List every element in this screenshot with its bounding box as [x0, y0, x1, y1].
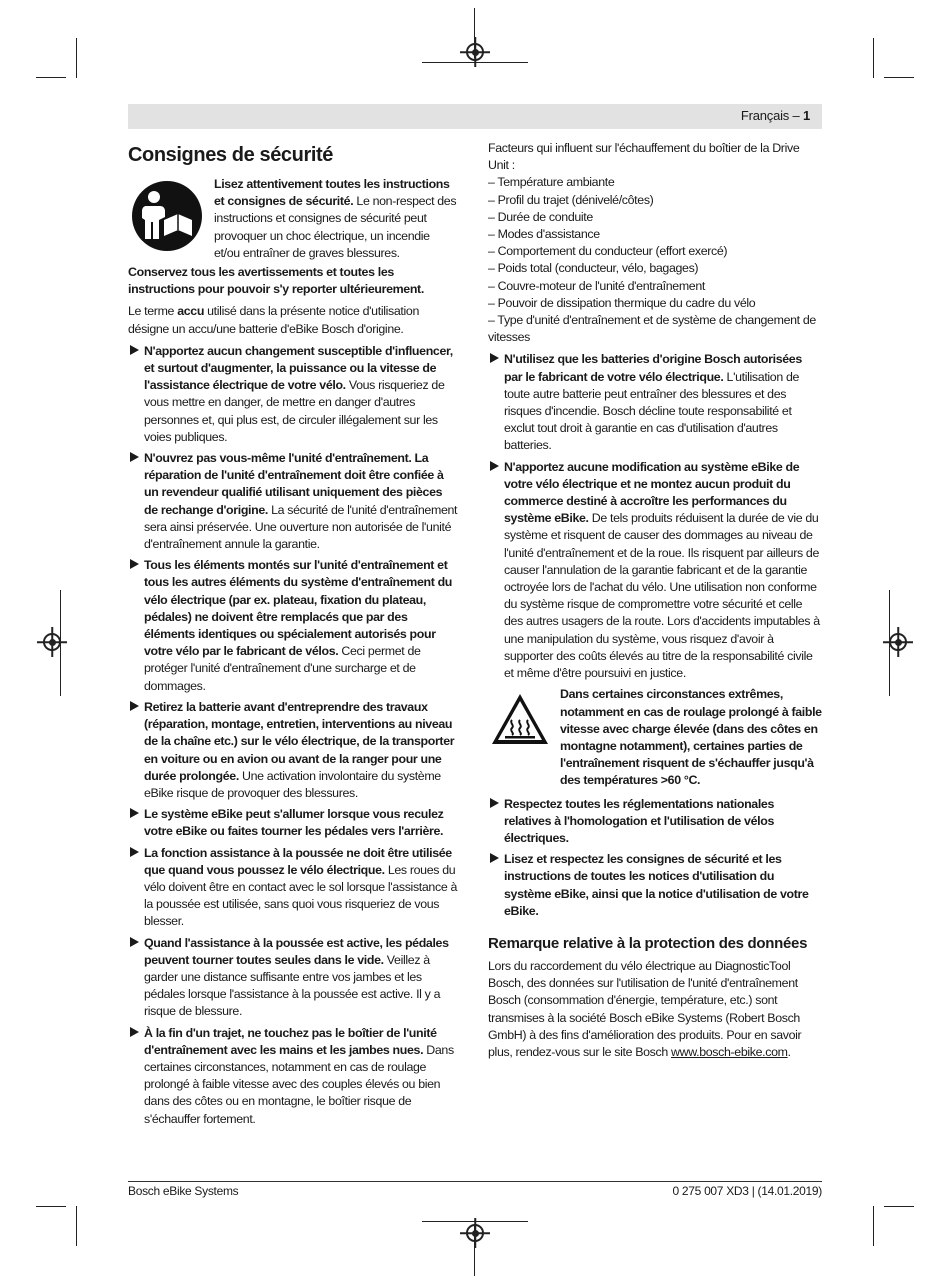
read-manual-warning [128, 176, 458, 262]
list-item: N'ouvrez pas vous-même l'unité d'entraînement. La réparation de l'unité d'entraînement doit être confiée à un revendeur qualifié utilisant uniquement des pièces de rechange d'origine. La sécurité de l'unité d'entraînement sera ainsi préservée. Une ouverture non autorisée de l'unité d'entraînement annule la garantie. [128, 450, 458, 553]
crop-mark [884, 77, 914, 78]
list-item: Respectez toutes les réglementations nationales relatives à l'homologation et l'utilisation de vélos électriques. [488, 796, 822, 848]
registration-mark-icon [466, 43, 484, 61]
list-item: – Poids total (conducteur, vélo, bagages) [488, 261, 699, 276]
registration-mark-icon [466, 1224, 484, 1242]
bullet-triangle-icon [130, 345, 139, 355]
list-item: – Couvre-moteur de l'unité d'entraînement [488, 278, 705, 293]
bullet-triangle-icon [490, 353, 499, 363]
list-item: – Pouvoir de dissipation thermique du cadre du vélo [488, 295, 756, 310]
page-header [128, 104, 822, 129]
right-column [488, 140, 822, 1066]
registration-mark-icon [43, 633, 61, 651]
bullet-triangle-icon [490, 461, 499, 471]
safety-list-left [128, 343, 458, 1128]
privacy-paragraph: Lors du raccordement du vélo électrique au DiagnosticTool Bosch, des données sur l'utilisation de l'unité d'entraînement Bosch (consommation d'énergie, température, etc.) sont transmises à la société Bosch eBike Systems (Robert Bosch GmbH) à des fins d'amélioration des produits. Pour en savoir plus, rendez-vous sur le site Bosch www.bosch-ebike.com. [488, 958, 802, 1059]
section-title: Consignes de sécurité [128, 144, 333, 166]
list-item: N'apportez aucune modification au système eBike de votre vélo électrique et ne montez aucun produit du commerce destiné à accroître les performances du système eBike. De tels produits réduisent la durée de vie du système et risquent de causer des dommages au niveau de l'unité d'entraînement et de la roue. Ils risquent par ailleurs de causer l'annulation de la garantie fabricant et de la garantie octroyée lors de l'achat du vélo. Une utilisation non conforme du système risque de compromettre votre sécurité et celle des autres usagers de la route. Lors d'accidents imputables à une manipulation du système, vous risquez d'avoir à supporter des coûts élevés au titre de la responsabilité civile et même d'être poursuivi en justice. [488, 459, 822, 683]
safety-list-right-b [488, 796, 822, 920]
left-column [128, 142, 458, 1132]
list-item: Retirez la batterie avant d'entreprendre des travaux (réparation, montage, entretien, interventions au niveau de la chaîne etc.) sur le vélo électrique, de la transporter en voiture ou en avion ou avant de la ranger pour une durée prolongée. Une activation involontaire du système eBike risque de provoquer des blessures. [128, 699, 458, 802]
list-item: – Température ambiante [488, 175, 615, 190]
list-item: La fonction assistance à la poussée ne doit être utilisée que quand vous poussez le vélo électrique. Les roues du vélo doivent être en contact avec le sol lorsque l'assistance à la poussée est utilisée, sans quoi vous risqueriez de vous blesser. [128, 845, 458, 931]
bullet-triangle-icon [130, 701, 139, 711]
crop-mark [873, 38, 874, 78]
heat-factors-intro: Facteurs qui influent sur l'échauffement du boîtier de la Drive Unit : [488, 141, 800, 173]
bullet-triangle-icon [130, 808, 139, 818]
list-item: – Durée de conduite [488, 209, 593, 224]
header-language: Français [740, 108, 790, 123]
bullet-triangle-icon [130, 452, 139, 462]
accu-definition: Le terme accu utilisé dans la présente notice d'utilisation désigne un accu/une batterie d'eBike Bosch d'origine. [128, 304, 419, 336]
footer-company: Bosch eBike Systems [128, 1184, 239, 1198]
bullet-triangle-icon [490, 853, 499, 863]
crop-mark [873, 1206, 874, 1246]
header-text [741, 108, 810, 123]
bullet-triangle-icon [130, 559, 139, 569]
heat-factors-list [488, 174, 822, 346]
list-item: – Profil du trajet (dénivelé/côtes) [488, 192, 654, 207]
bullet-triangle-icon [490, 798, 499, 808]
list-item: – Type d'unité d'entraînement et de système de changement de vitesses [488, 313, 816, 345]
footer-divider [128, 1181, 822, 1182]
list-item: – Modes d'assistance [488, 227, 600, 242]
list-item: Tous les éléments montés sur l'unité d'entraînement et tous les autres éléments du système d'entraînement du vélo électrique (par ex. plateau, fixation du plateau, pédales) ne doivent être remplacés que par des éléments identiques ou spécialement autorisés pour votre vélo par le fabricant de vélos. Ceci permet de protéger l'unité d'entraînement d'une surcharge et de dommages. [128, 557, 458, 695]
list-item: N'apportez aucun changement susceptible d'influencer, et surtout d'augmenter, la puissance ou la vitesse de l'assistance électrique de votre vélo. Vous risqueriez de vous mettre en danger, de mettre en danger d'autres personnes et, qui plus est, de circuler illégalement sur les voies publiques. [128, 343, 458, 446]
safety-list-right-a [488, 351, 822, 682]
crop-mark [36, 77, 66, 78]
header-separator: – [792, 108, 800, 123]
bullet-triangle-icon [130, 847, 139, 857]
crop-mark [76, 38, 77, 78]
footer-doc-ref: 0 275 007 XD3 | (14.01.2019) [672, 1184, 822, 1198]
registration-mark-icon [889, 633, 907, 651]
page-number: 1 [802, 108, 810, 123]
list-item: Le système eBike peut s'allumer lorsque vous reculez votre eBike ou faites tourner les pédales vers l'arrière. [128, 806, 458, 840]
read-warning-text: Le non-respect des instructions et consignes de sécurité peut provoquer un choc électrique, un incendie et/ou entraîner de graves blessures. [214, 194, 457, 260]
read-warning-bold: Lisez attentivement toutes les instructions et consignes de sécurité. [214, 177, 450, 209]
hot-surface-warning [488, 686, 822, 789]
list-item: N'utilisez que les batteries d'origine Bosch autorisées par le fabricant de votre vélo électrique. L'utilisation de toute autre batterie peut entraîner des blessures et des risques d'incendie. Bosch décline toute responsabilité et exclut tout droit à garantie en cas d'utilisation d'autres batteries. [488, 351, 822, 454]
read-manual-icon [131, 180, 203, 252]
crop-mark [36, 1206, 66, 1207]
list-item: Lisez et respectez les consignes de sécurité et les instructions de toutes les notices d'utilisation du système eBike, ainsi que la notice d'utilisation de votre eBike. [488, 851, 822, 920]
bosch-ebike-link[interactable]: www.bosch-ebike.com [671, 1044, 788, 1059]
privacy-heading: Remarque relative à la protection des données [488, 934, 808, 952]
list-item: Quand l'assistance à la poussée est active, les pédales peuvent tourner toutes seules dans le vide. Veillez à garder une distance suffisante entre vos jambes et les pédales lorsque l'assistance à la poussée est active. Il y a risque de blessure. [128, 935, 458, 1021]
crop-mark [884, 1206, 914, 1207]
list-item: – Comportement du conducteur (effort exercé) [488, 244, 728, 259]
list-item: À la fin d'un trajet, ne touchez pas le boîtier de l'unité d'entraînement avec les mains et les jambes nues. Dans certaines circonstances, notamment en cas de roulage prolongé à faible vitesse avec des couples élevés ou bien dans des côtes ou en montagne, le boîtier risque de s'échauffer fortement. [128, 1025, 458, 1128]
hot-surface-text: Dans certaines circonstances extrêmes, notamment en cas de roulage prolongé à faible vitesse avec charge élevée (dans des côtes en montagne notamment), certaines parties de l'entraînement risquent de s'échauffer jusqu'à des températures >60 °C. [560, 687, 822, 788]
bullet-triangle-icon [130, 1027, 139, 1037]
bullet-triangle-icon [130, 937, 139, 947]
crop-mark [76, 1206, 77, 1246]
keep-warnings-note: Conservez tous les avertissements et toutes les instructions pour pouvoir s'y reporter ultérieurement. [128, 265, 424, 297]
hot-surface-icon [490, 692, 550, 746]
